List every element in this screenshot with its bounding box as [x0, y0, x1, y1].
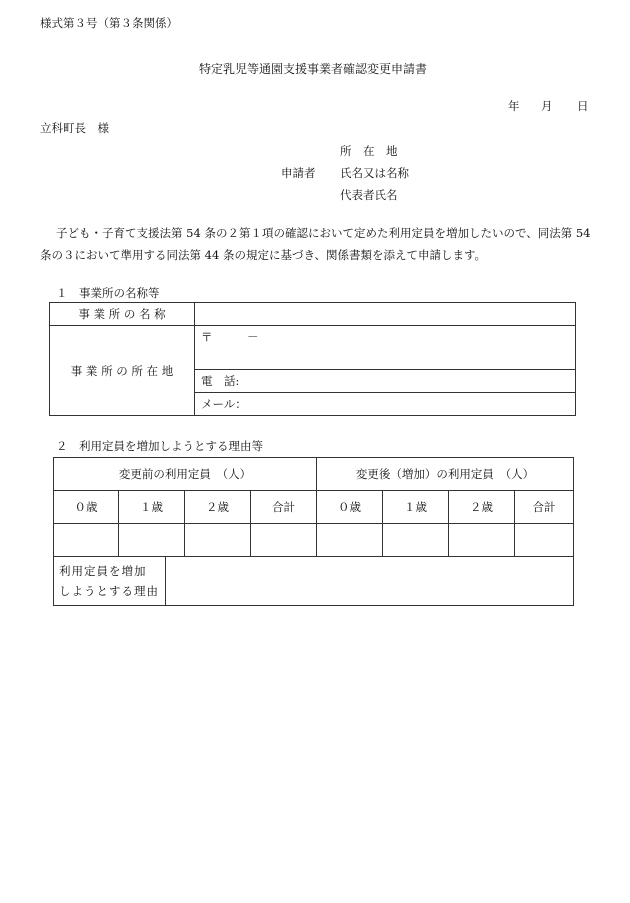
after-age0-header: ０歳 [317, 491, 383, 524]
reason-label [54, 557, 166, 606]
after-total-header: 合計 [515, 491, 574, 524]
postal-field[interactable]: 〒 － [195, 326, 576, 370]
date-year: 年 [508, 99, 520, 113]
email-field[interactable]: メール： [195, 393, 576, 416]
facility-name-field[interactable] [195, 303, 576, 326]
body-line-1: 子ども・子育て支援法第 54 条の２第１項の確認において定めた利用定員を増加したいので、同法第 54 [56, 226, 591, 240]
before-total-cell[interactable] [251, 524, 317, 557]
applicant-address-label: 所 在 地 [340, 144, 398, 158]
after-age0-cell[interactable] [317, 524, 383, 557]
section2-heading: ２ 利用定員を増加しようとする理由等 [56, 439, 263, 453]
before-age1-cell[interactable] [119, 524, 185, 557]
date-month: 月 [541, 99, 553, 113]
facility-address-label: 事 業 所 の 所 在 地 [50, 326, 195, 416]
page-title: 特定乳児等通園支援事業者確認変更申請書 [199, 62, 428, 76]
before-header: 変更前の利用定員 （人） [54, 458, 317, 491]
reason-table [53, 556, 574, 606]
after-age2-header: ２歳 [449, 491, 515, 524]
before-age1-header: １歳 [119, 491, 185, 524]
form-number: 様式第３号（第３条関係） [40, 16, 178, 30]
addressee: 立科町長 様 [40, 121, 109, 135]
before-age0-header: ０歳 [54, 491, 119, 524]
reason-label-line-1: 利用定員を増加 [59, 564, 147, 578]
section1-heading: １ 事業所の名称等 [56, 286, 160, 300]
after-age1-header: １歳 [383, 491, 449, 524]
reason-field[interactable] [166, 557, 574, 606]
before-age2-cell[interactable] [185, 524, 251, 557]
after-age2-cell[interactable] [449, 524, 515, 557]
applicant-label: 申請者 [281, 166, 316, 180]
facility-name-label: 事 業 所 の 名 称 [50, 303, 195, 326]
body-line-2: 条の３において準用する同法第 44 条の規定に基づき、関係書類を添えて申請します。 [40, 248, 487, 262]
before-total-header: 合計 [251, 491, 317, 524]
date-day: 日 [577, 99, 589, 113]
applicant-name-label: 氏名又は名称 [340, 166, 409, 180]
after-total-cell[interactable] [515, 524, 574, 557]
capacity-table [53, 457, 574, 557]
after-age1-cell[interactable] [383, 524, 449, 557]
before-age2-header: ２歳 [185, 491, 251, 524]
applicant-representative-label: 代表者氏名 [340, 188, 398, 202]
phone-field[interactable]: 電 話: [195, 370, 576, 393]
after-header: 変更後（増加）の利用定員 （人） [317, 458, 574, 491]
facility-table [49, 302, 576, 416]
reason-label-line-2: しようとする理由 [59, 584, 159, 598]
before-age0-cell[interactable] [54, 524, 119, 557]
